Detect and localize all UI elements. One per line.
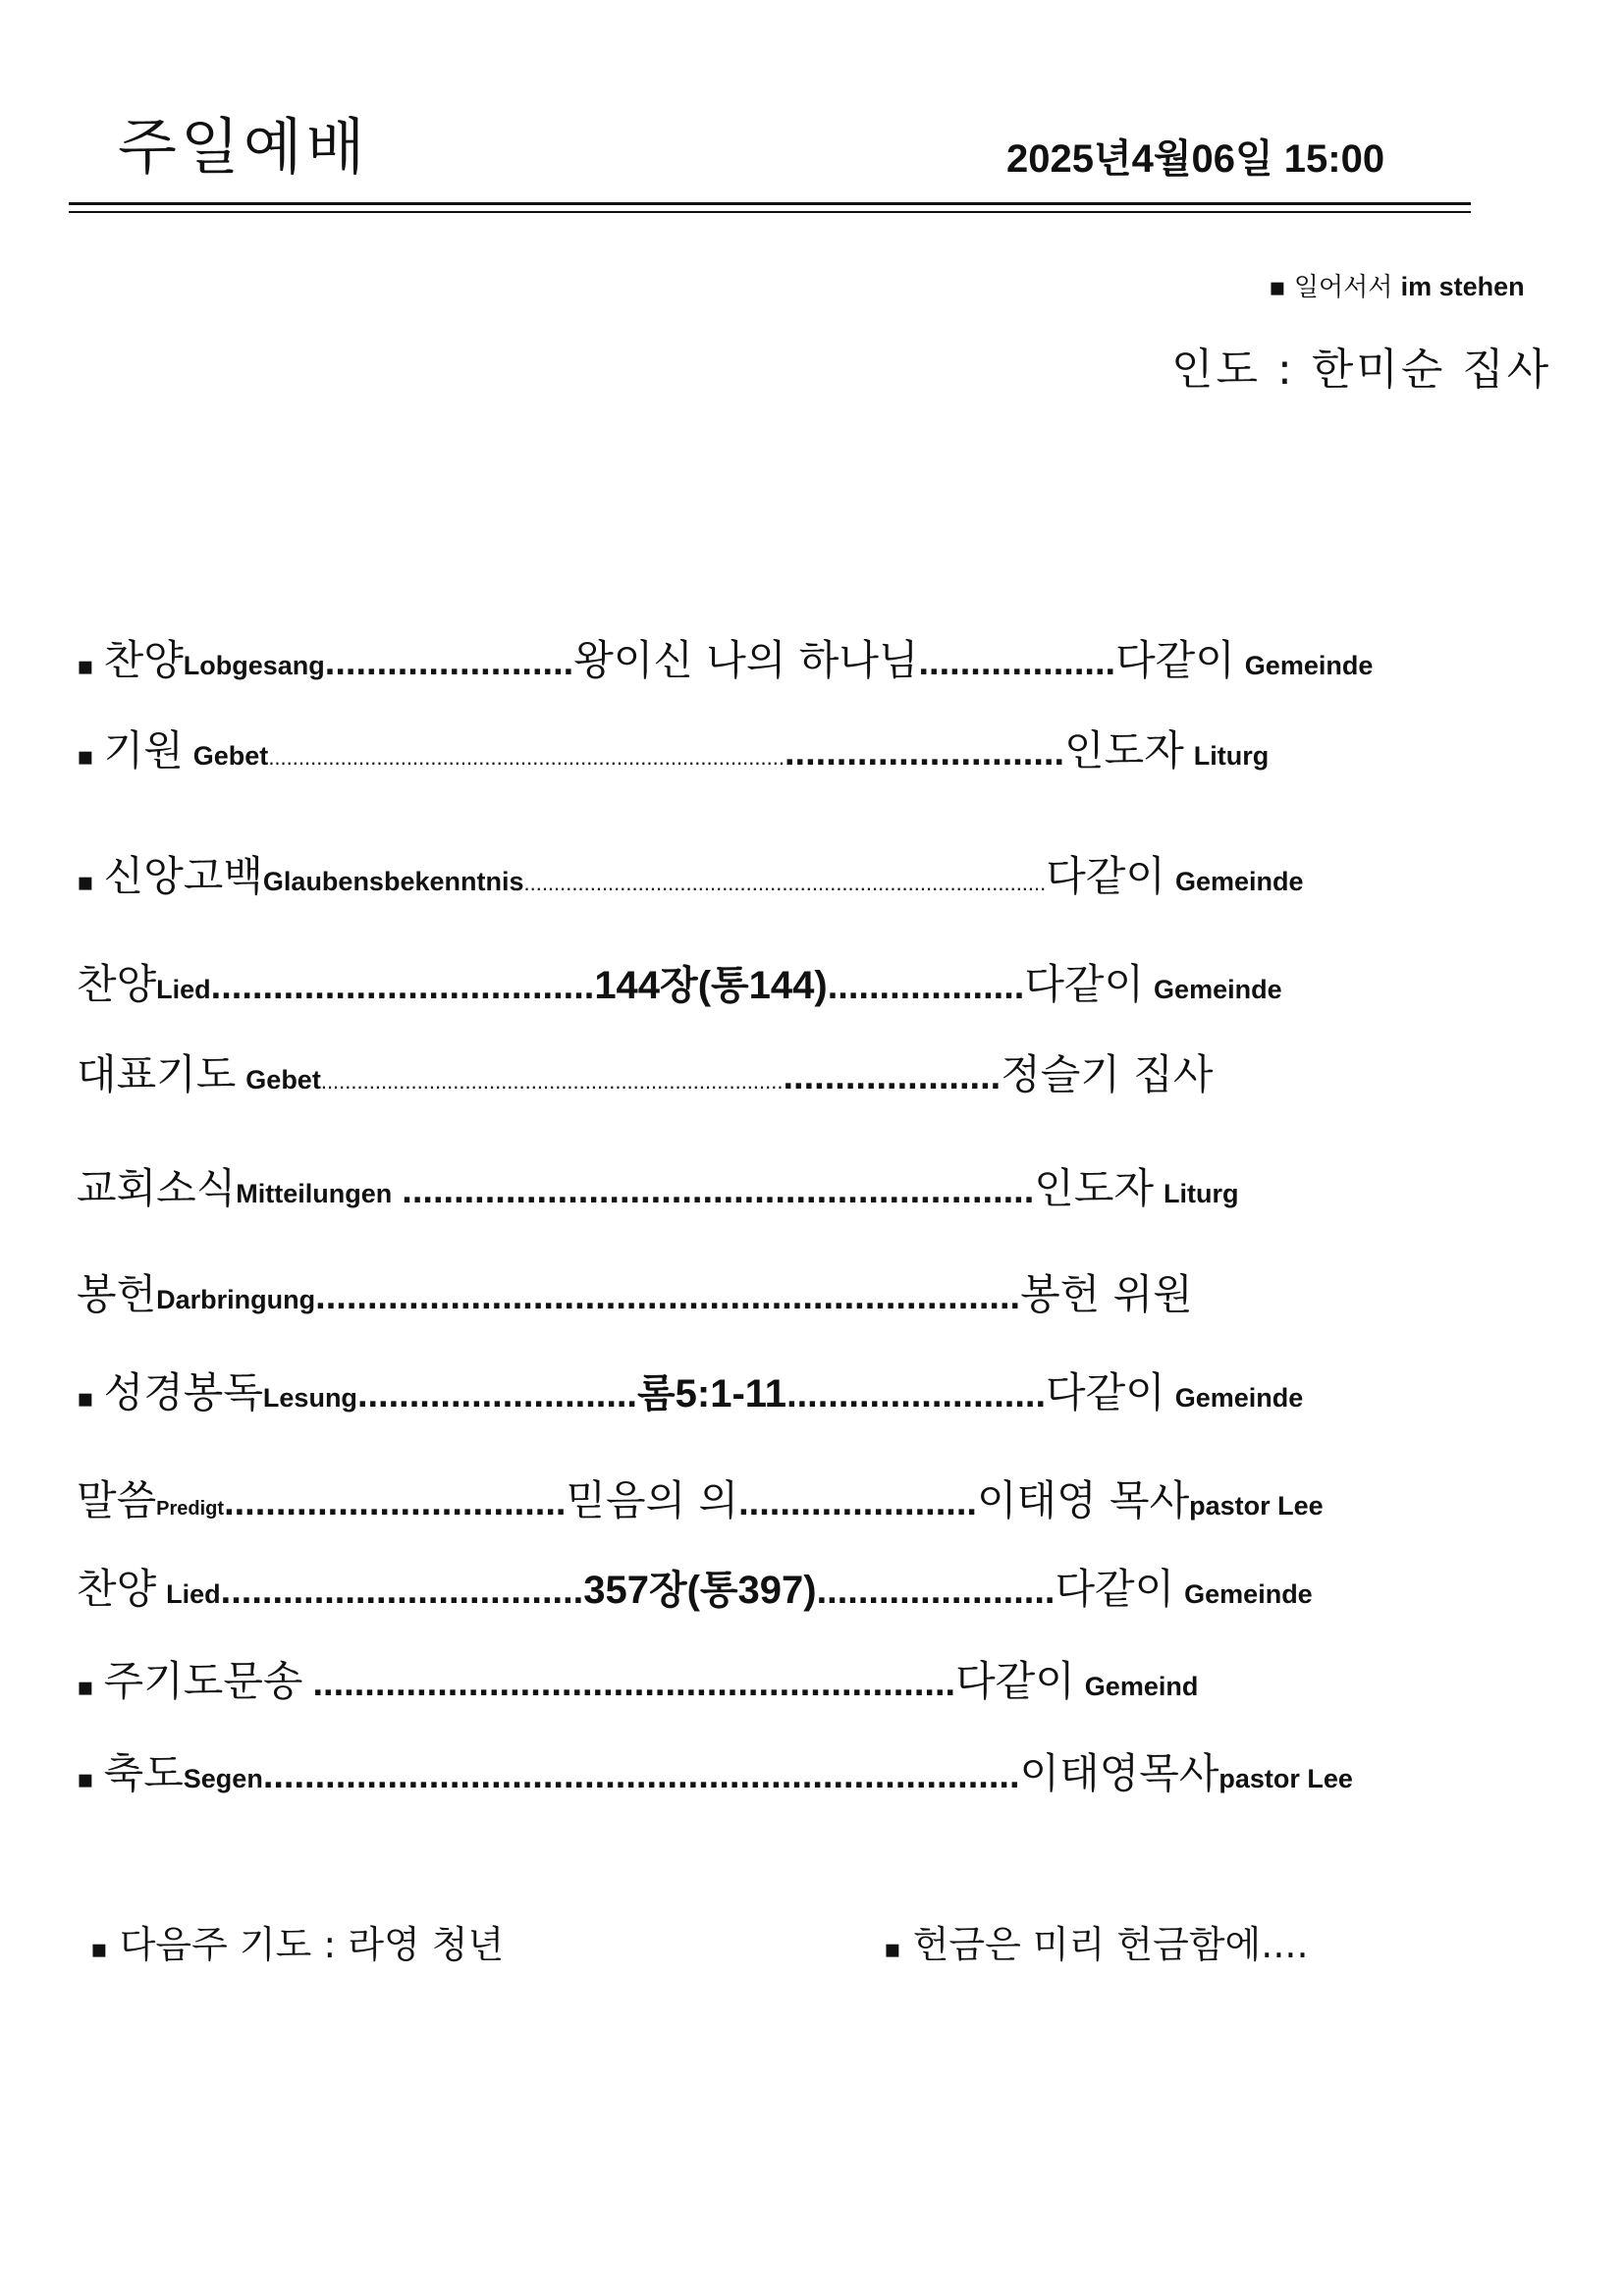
item-dots: ....................... — [816, 1571, 1056, 1612]
item-dots: ....................... — [738, 1482, 977, 1523]
order-item-hymn-2 — [77, 1557, 1313, 1616]
item-title-de: Gebet — [245, 1065, 321, 1095]
item-title: 찬양 — [77, 1565, 157, 1613]
item-title: 봉헌 — [77, 1270, 157, 1318]
item-bullet: ▪ — [77, 1765, 94, 1794]
order-item-announcements — [77, 1156, 1239, 1215]
item-role: 인도자 — [1064, 726, 1184, 774]
item-title: 교회소식 — [77, 1164, 237, 1212]
item-role: 이태영목사 — [1019, 1749, 1219, 1797]
item-dots: ........................... — [784, 732, 1065, 774]
item-role-de: pastor Lee — [1189, 1491, 1324, 1521]
item-bullet: ▪ — [77, 1384, 94, 1414]
item-role: 다같이 — [1055, 1565, 1175, 1613]
item-dots: ........................... — [356, 1374, 637, 1415]
item-role: 봉헌 위원 — [1020, 1270, 1193, 1318]
item-role: 정슬기 집사 — [1001, 1050, 1214, 1098]
stand-note — [1269, 267, 1525, 303]
item-detail: 롬5:1-11 — [637, 1372, 787, 1415]
page-title: 주일예배 — [118, 111, 369, 183]
footer-bullet: ▪ — [90, 1935, 108, 1964]
item-dots: ....................................................................................... — [523, 871, 1047, 895]
next-week-prayer-text: 다음주 기도 : 라영 청년 — [119, 1923, 505, 1966]
order-item-praise — [77, 628, 1373, 687]
item-title: 대표기도 — [77, 1050, 237, 1098]
item-title-de: Segen — [183, 1764, 263, 1793]
item-role-de: Gemeinde — [1174, 1383, 1304, 1413]
stand-note-ko: 일어서서 — [1293, 273, 1393, 302]
item-bullet: ▪ — [77, 742, 94, 772]
header-rule-secondary — [69, 211, 1471, 213]
item-role: 다같이 — [1046, 1368, 1165, 1416]
item-dots: ................................... — [220, 1571, 584, 1612]
item-title: 성경봉독 — [103, 1368, 263, 1416]
item-role-de: Liturg — [1164, 1179, 1239, 1208]
item-title-de: Glaubensbekenntnis — [262, 867, 524, 896]
order-item-offering — [77, 1262, 1193, 1321]
service-date: 2025년4월06일 15:00 — [1006, 137, 1385, 181]
item-detail: 144장(통144) — [594, 964, 828, 1007]
item-dots: ......................................................................... — [262, 1755, 1020, 1796]
item-title: 찬양 — [103, 636, 184, 684]
item-role-de: pastor Lee — [1218, 1764, 1353, 1793]
order-item-sermon — [77, 1468, 1324, 1527]
item-role: 다같이 — [955, 1657, 1075, 1705]
item-dots: .................................................................... — [315, 1276, 1021, 1317]
item-title-de: Lobgesang — [183, 651, 325, 680]
item-dots: ...................................................................................... — [268, 745, 785, 770]
item-title-de: Gebet — [192, 741, 269, 771]
item-title: 찬양 — [77, 960, 157, 1008]
item-role-de: Gemeind — [1084, 1672, 1199, 1701]
item-role-de: Gemeinde — [1244, 651, 1374, 680]
item-dots: ......................... — [786, 1374, 1047, 1415]
header-rule — [69, 202, 1471, 205]
item-dots: ................... — [827, 966, 1025, 1007]
item-bullet: ▪ — [77, 868, 94, 897]
item-role-de: Liturg — [1193, 741, 1270, 771]
footer-bullet: ▪ — [884, 1935, 901, 1964]
item-role: 다같이 — [1046, 852, 1165, 900]
item-role-de: Gemeinde — [1154, 975, 1282, 1004]
item-detail: 357장(통397) — [583, 1569, 817, 1612]
item-dots: ................... — [918, 642, 1116, 683]
item-dots: ............................................................................. — [320, 1069, 784, 1094]
item-title: 축도 — [103, 1749, 184, 1797]
stand-note-bullet: ▪ — [1269, 273, 1286, 302]
order-item-prayer — [77, 1042, 1213, 1101]
item-title-de: Lesung — [262, 1383, 357, 1413]
item-role: 이태영 목사 — [976, 1476, 1190, 1524]
order-item-benediction — [77, 1741, 1353, 1800]
item-title: 기원 — [103, 726, 184, 774]
item-title-de: Mitteilungen — [236, 1179, 393, 1208]
order-item-hymn-1 — [77, 952, 1282, 1011]
item-detail: 왕이신 나의 하나님 — [573, 636, 919, 684]
offering-note — [884, 1914, 1309, 1968]
item-dots: ........................ — [324, 642, 574, 683]
item-title-de: Lied — [166, 1579, 221, 1609]
order-item-creed — [77, 844, 1304, 903]
stand-note-de: im stehen — [1400, 272, 1525, 301]
item-title-de: Darbringung — [156, 1285, 316, 1314]
item-title-de: Lied — [156, 975, 211, 1004]
item-dots: ................................. — [224, 1482, 567, 1523]
item-dots: ............................................................. — [402, 1170, 1035, 1211]
item-role-de: Gemeinde — [1184, 1579, 1313, 1609]
item-bullet: ▪ — [77, 1673, 94, 1702]
item-role: 다같이 — [1024, 960, 1145, 1008]
order-item-invocation — [77, 719, 1269, 777]
item-bullet: ▪ — [77, 652, 94, 681]
item-dots: .............................................................. — [312, 1663, 956, 1704]
item-role: 인도자 — [1034, 1164, 1155, 1212]
item-title: 주기도문송 — [103, 1657, 303, 1705]
item-role: 다같이 — [1115, 636, 1235, 684]
item-role-de: Gemeinde — [1174, 867, 1304, 896]
order-item-lords-prayer — [77, 1649, 1198, 1708]
order-item-scripture — [77, 1361, 1303, 1419]
item-detail: 믿음의 의 — [566, 1476, 739, 1524]
service-leader: 인도 : 한미순 집사 — [1171, 345, 1552, 395]
item-title: 신앙고백 — [103, 852, 263, 900]
item-title-de: Predigt — [156, 1498, 225, 1520]
item-dots: ..................... — [783, 1056, 1001, 1097]
offering-note-text: 헌금은 미리 헌금함에.... — [912, 1923, 1309, 1966]
next-week-prayer-note — [90, 1914, 504, 1968]
item-title: 말씀 — [77, 1476, 157, 1524]
item-dots: ..................................... — [210, 966, 595, 1007]
